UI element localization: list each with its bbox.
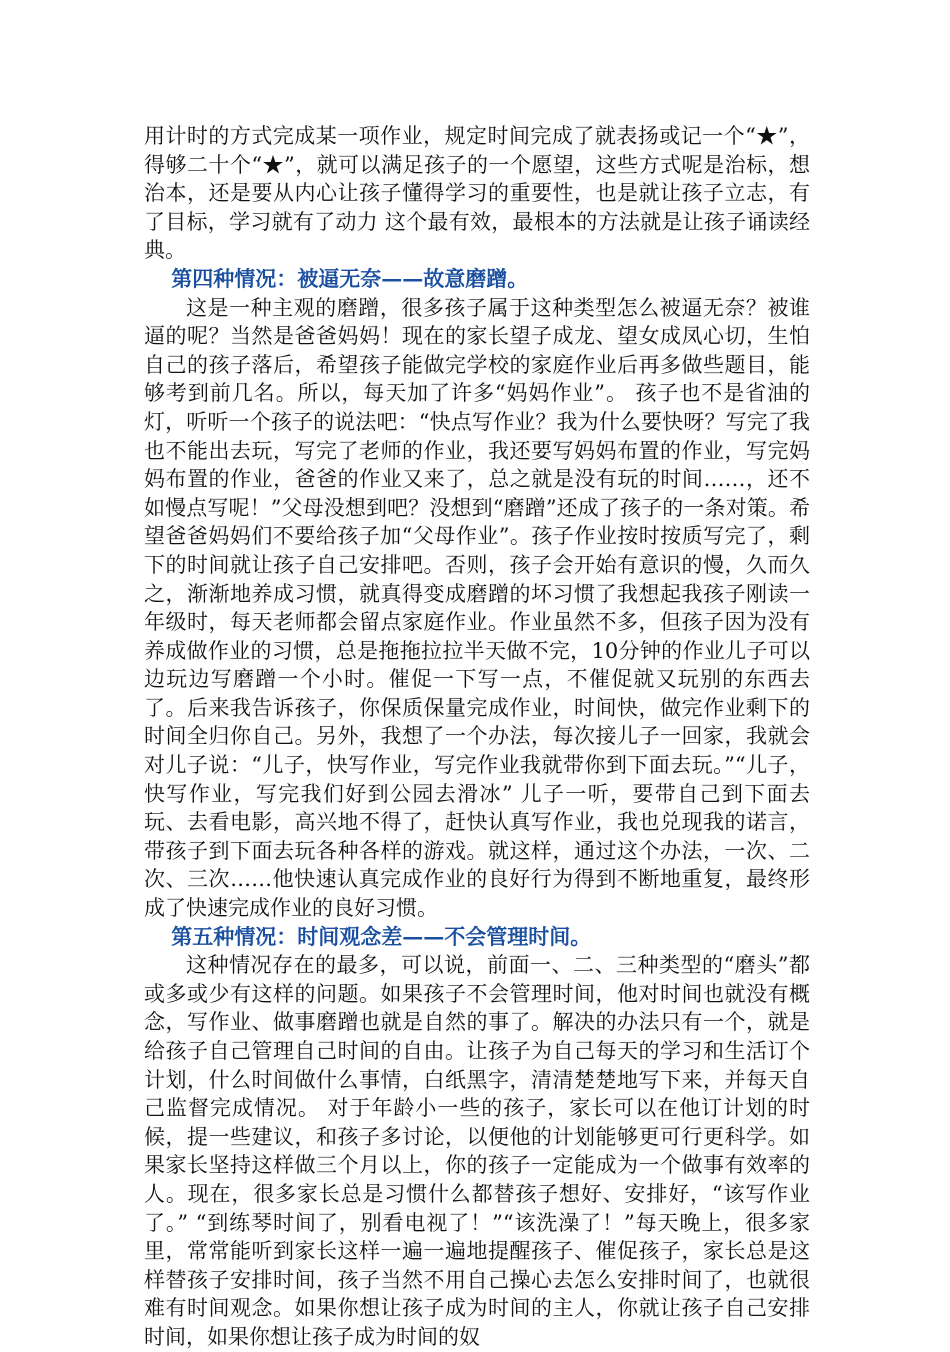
section-heading-fifth-case: 第五种情况：时间观念差——不会管理时间。 — [171, 923, 592, 949]
section-heading-fourth-case: 第四种情况：被逼无奈——故意磨蹭。 — [171, 265, 529, 291]
paragraph-fifth-case: 这种情况存在的最多，可以说，前面一、二、三种类型的“磨头”都或多或少有这样的问题。如果孩子不会管理时间，他对时间也就没有概念，写作业、做事磨蹭也就是自然的事了。解决的办法只有一个，就是给孩子自己管理自己时间的自由。让孩子为自己每天的学习和生活订个计划，什么时间做什么事情，白纸黑字，清清楚楚地写下来，并每天自己监督完成情况。 对于年龄小一些的孩子，家长可以在他订计划的时候，提一些建议，和孩子多讨论，以便他的计划能够更可行更科学。如果家长坚持这样做三个月以上，你的孩子一定能成为一个做事有效率的人。现在，很多家长总是习惯什么都替孩子想好、安排好，“该写作业了。” “到练琴时间了，别看电视了！”“该洗澡了！”每天晚上，很多家里，常常能听到家长这样一遍一遍地提醒孩子、催促孩子，家长总是这样替孩子安排时间，孩子当然不用自己操心去怎么安排时间了，也就很难有时间观念。如果你想让孩子成为时间的主人，你就让孩子自己安排时间，如果你想让孩子成为时间的奴 — [144, 953, 810, 1349]
paragraph-fourth-case: 这是一种主观的磨蹭，很多孩子属于这种类型怎么被逼无奈？被谁逼的呢？当然是爸爸妈妈！现在的家长望子成龙、望女成凤心切，生怕自己的孩子落后，希望孩子能做完学校的家庭作业后再多做些题目，能够考到前几名。所以，每天加了许多“妈妈作业”。 孩子也不是省油的灯，听听一个孩子的说法吧：“快点写作业？我为什么要快呀？写完了我也不能出去玩，写完了老师的作业，我还要写妈妈布置的作业，写完妈妈布置的作业，爸爸的作业又来了，总之就是没有玩的时间……，还不如慢点写呢！”父母没想到吧？没想到“磨蹭”还成了孩子的一条对策。希望爸爸妈妈们不要给孩子加“父母作业”。孩子作业按时按质写完了，剩下的时间就让孩子自己安排吧。否则，孩子会开始有意识的慢，久而久之，渐渐地养成习惯，就真得变成磨蹭的坏习惯了我想起我孩子刚读一年级时，每天老师都会留点家庭作业。作业虽然不多，但孩子因为没有养成做作业的习惯，总是拖拖拉拉半天做不完，10分钟的作业儿子可以边玩边写磨蹭一个小时。催促一下写一点，不催促就又玩别的东西去了。后来我告诉孩子，你保质保量完成作业，时间快，做完作业剩下的时间全归你自己。另外，我想了一个办法，每次接儿子一回家，我就会对儿子说：“儿子，快写作业，写完作业我就带你到下面去玩。”“儿子，快写作业，写完我们好到公园去滑冰” 儿子一听，要带自己到下面去玩、去看电影，高兴地不得了，赶快认真写作业，我也兑现我的诺言，带孩子到下面去玩各种各样的游戏。就这样，通过这个办法，一次、二次、三次……他快速认真完成作业的良好行为得到不断地重复，最终形成了快速完成作业的良好习惯。 — [144, 295, 810, 921]
paragraph-intro: 用计时的方式完成某一项作业，规定时间完成了就表扬或记一个“★”，得够二十个“★”，就可以满足孩子的一个愿望，这些方式呢是治标，想治本，还是要从内心让孩子懂得学习的重要性，也是就让孩子立志，有了目标，学习就有了动力 这个最有效，最根本的方法就是让孩子诵读经典。 — [144, 124, 810, 263]
document-body — [144, 122, 810, 1352]
